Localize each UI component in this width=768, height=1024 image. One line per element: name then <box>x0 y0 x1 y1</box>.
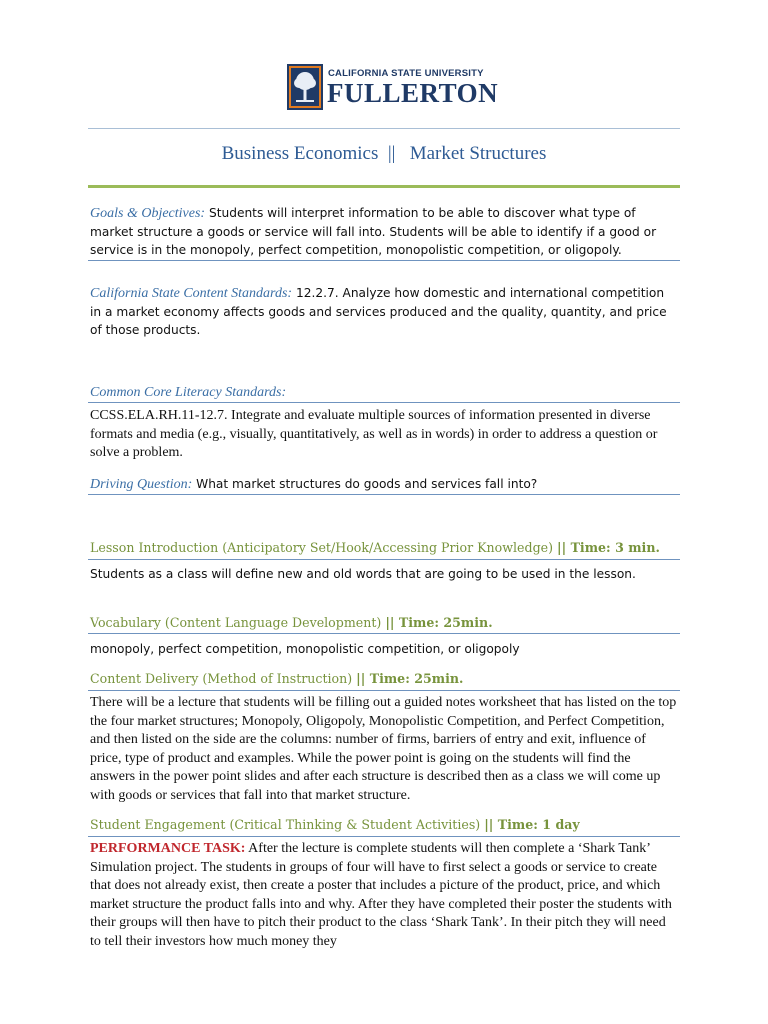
section-divider <box>88 690 680 691</box>
vocabulary-time: || Time: 25min. <box>385 615 493 630</box>
section-divider <box>88 559 680 560</box>
title-divider <box>88 185 680 188</box>
driving-question-text: What market structures do goods and services fall into? <box>196 477 538 491</box>
content-delivery-title: Content Delivery (Method of Instruction) <box>90 671 357 686</box>
section-divider <box>88 633 680 634</box>
lesson-intro-text: Students as a class will define new and old words that are going to be used in the lesson. <box>90 567 636 581</box>
vocabulary-text: monopoly, perfect competition, monopolistic competition, or oligopoly <box>90 642 520 656</box>
performance-task-text: After the lecture is complete students will then complete a ‘Shark Tank’ Simulation project. The students in groups of four will have to first select a goods or service to create that does not already exist, then create a poster that includes a picture of the product, price, and which market structure the product falls into and why. After they have completed their poster the students with their groups will then have to pitch their product to the class ‘Shark Tank’. In their pitch they will need to tell their investors how much money they <box>90 841 672 949</box>
engagement-heading <box>90 817 678 832</box>
goals-label: Goals & Objectives: <box>90 206 206 221</box>
common-core-section <box>90 407 678 463</box>
engagement-title: Student Engagement (Critical Thinking & Student Activities) <box>90 817 485 832</box>
section-divider <box>88 494 680 495</box>
vocabulary-heading <box>90 615 678 630</box>
ca-standards-label: California State Content Standards: <box>90 286 293 301</box>
lesson-intro-section <box>90 565 678 583</box>
tree-emblem-icon <box>287 64 323 110</box>
goals-section <box>90 204 678 259</box>
lesson-intro-title: Lesson Introduction (Anticipatory Set/Hook/Accessing Prior Knowledge) <box>90 540 558 555</box>
section-divider <box>88 260 680 261</box>
ca-standards-section <box>90 284 678 339</box>
content-delivery-time: || Time: 25min. <box>356 671 464 686</box>
driving-question-section <box>90 475 678 494</box>
common-core-text: CCSS.ELA.RH.11-12.7. Integrate and evaluate multiple sources of information presented in diverse formats and media (e.g., visually, quantitatively, as well as in words) in order to address a question or solve a problem. <box>90 408 658 460</box>
driving-question-label: Driving Question: <box>90 477 193 492</box>
vocabulary-section <box>90 640 678 658</box>
vocabulary-title: Vocabulary (Content Language Development) <box>90 615 386 630</box>
engagement-time: || Time: 1 day <box>484 817 580 832</box>
content-delivery-section <box>90 694 678 805</box>
header-divider <box>88 128 680 129</box>
section-divider <box>88 836 680 837</box>
lesson-intro-time: || Time: 3 min. <box>557 540 660 555</box>
common-core-label: Common Core Literacy Standards: <box>90 385 287 400</box>
university-logo <box>287 64 499 112</box>
ca-standards-text: 12.2.7. Analyze how domestic and international competition in a market economy affects goods and services produced and the quality, quantity, and price of those products. <box>90 286 667 337</box>
common-core-heading <box>90 383 678 401</box>
lesson-intro-heading <box>90 540 678 555</box>
section-divider <box>88 402 680 403</box>
university-name-small: CALIFORNIA STATE UNIVERSITY <box>328 68 484 79</box>
goals-text: Students will interpret information to be able to discover what type of market structure a goods or service will fall into. Students will be able to identify if a good or service is in the monopoly, perfect competition, monopolistic competition, or oligopoly. <box>90 206 657 257</box>
university-name-big: FULLERTON <box>327 78 499 108</box>
engagement-section <box>90 840 678 951</box>
content-delivery-heading <box>90 671 678 686</box>
page-title: Business Economics || Market Structures <box>221 143 547 164</box>
performance-task-label: PERFORMANCE TASK: <box>90 841 246 856</box>
content-delivery-text: There will be a lecture that students will be filling out a guided notes worksheet that has listed on the top the four market structures; Monopoly, Oligopoly, Monopolistic Competition, and Perfect Competition, and then listed on the side are the columns: number of firms, barriers of entry and exit, influence of price, type of product and examples. While the power point is going on the students will find the answers in the power point slides and after each structure is described then as a class we will come up with goods or services that fall into that market structure. <box>90 695 677 803</box>
